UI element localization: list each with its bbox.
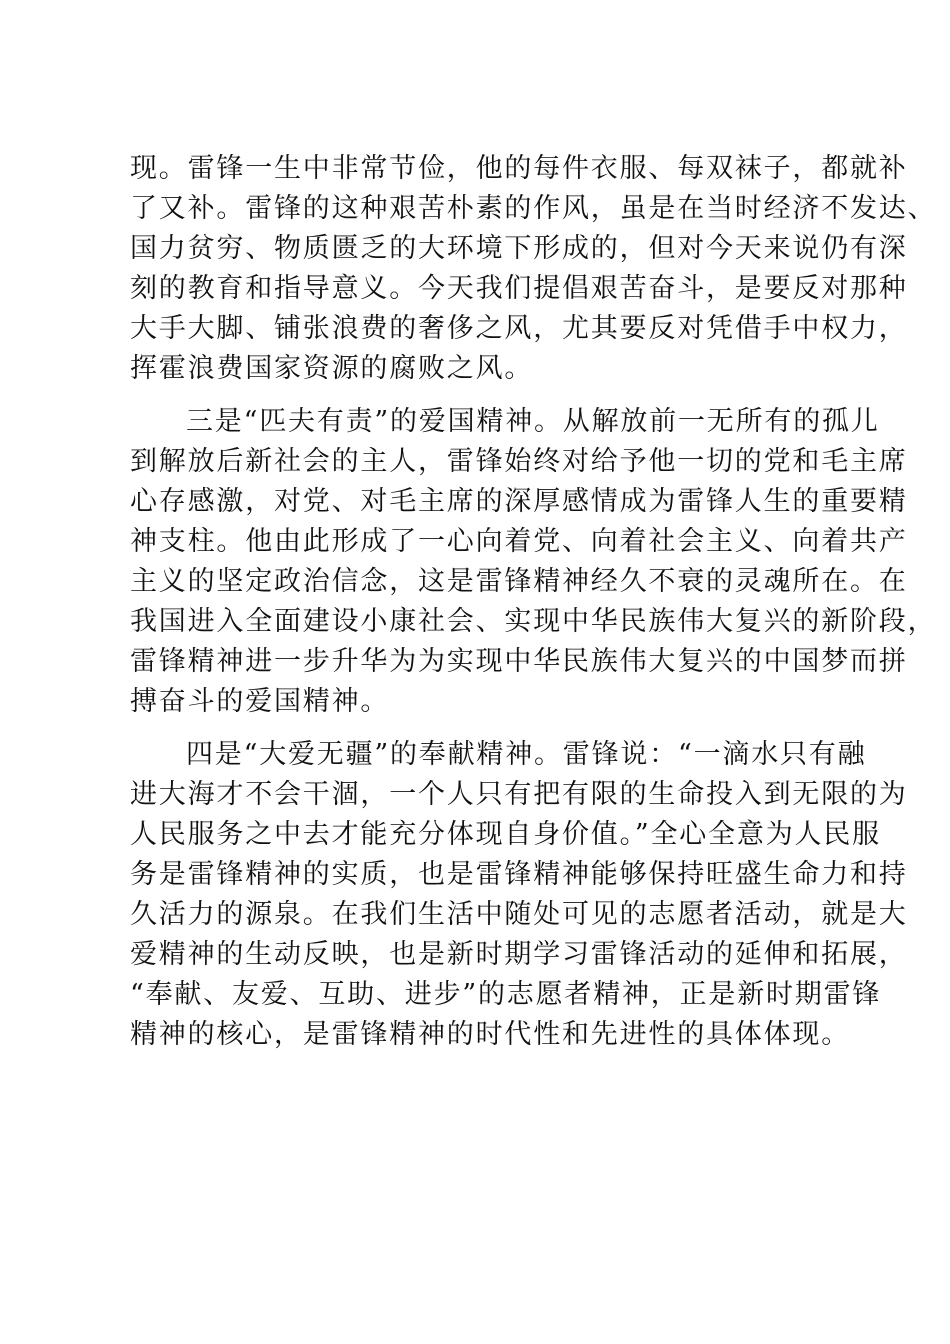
paragraph-dedication <box>130 735 908 1055</box>
text-line: 主义的坚定政治信念，这是雷锋精神经久不衰的灵魂所在。在 <box>130 566 908 597</box>
text-line: 心存感激，对党、对毛主席的深厚感情成为雷锋人生的重要精 <box>130 486 908 517</box>
text-line: 爱精神的生动反映，也是新时期学习雷锋活动的延伸和拓展， <box>130 939 908 970</box>
text-line: 我国进入全面建设小康社会、实现中华民族伟大复兴的新阶段， <box>130 606 937 637</box>
text-line: 四是“大爱无疆”的奉献精神。雷锋说：“一滴水只有融 <box>186 739 867 770</box>
body-text <box>130 149 937 1055</box>
text-line: 人民服务之中去才能充分体现自身价值。”全心全意为人民服 <box>130 819 881 850</box>
text-line: 刻的教育和指导意义。今天我们提倡艰苦奋斗，是要反对那种 <box>130 273 908 304</box>
text-line: 进大海才不会干涸，一个人只有把有限的生命投入到无限的为 <box>130 779 908 810</box>
text-line: 了又补。雷锋的这种艰苦朴素的作风，虽是在当时经济不发达、 <box>130 193 937 224</box>
text-line: 大手大脚、铺张浪费的奢侈之风，尤其要反对凭借手中权力， <box>130 313 908 344</box>
text-line: 精神的核心，是雷锋精神的时代性和先进性的具体体现。 <box>130 1019 850 1050</box>
paragraph-patriotism <box>130 402 937 722</box>
text-line: 务是雷锋精神的实质，也是雷锋精神能够保持旺盛生命力和持 <box>130 859 908 890</box>
text-line: 雷锋精神进一步升华为为实现中华民族伟大复兴的中国梦而拼 <box>130 646 908 677</box>
text-line: 国力贫穷、物质匮乏的大环境下形成的，但对今天来说仍有深 <box>130 233 908 264</box>
text-line: 久活力的源泉。在我们生活中随处可见的志愿者活动，就是大 <box>130 899 908 930</box>
paragraph-gap <box>130 389 830 402</box>
paragraph-frugality <box>130 149 937 389</box>
paragraph-gap <box>130 722 830 735</box>
text-line: 现。雷锋一生中非常节俭，他的每件衣服、每双袜子，都就补 <box>130 153 908 184</box>
text-line: 挥霍浪费国家资源的腐败之风。 <box>130 353 534 384</box>
text-line: 搏奋斗的爱国精神。 <box>130 686 390 717</box>
text-line: 三是“匹夫有责”的爱国精神。从解放前一无所有的孤儿 <box>186 406 880 437</box>
text-line: 神支柱。他由此形成了一心向着党、向着社会主义、向着共产 <box>130 526 908 557</box>
text-line: “奉献、友爱、互助、进步”的志愿者精神，正是新时期雷锋 <box>130 979 882 1010</box>
text-line: 到解放后新社会的主人，雷锋始终对给予他一切的党和毛主席 <box>130 446 908 477</box>
